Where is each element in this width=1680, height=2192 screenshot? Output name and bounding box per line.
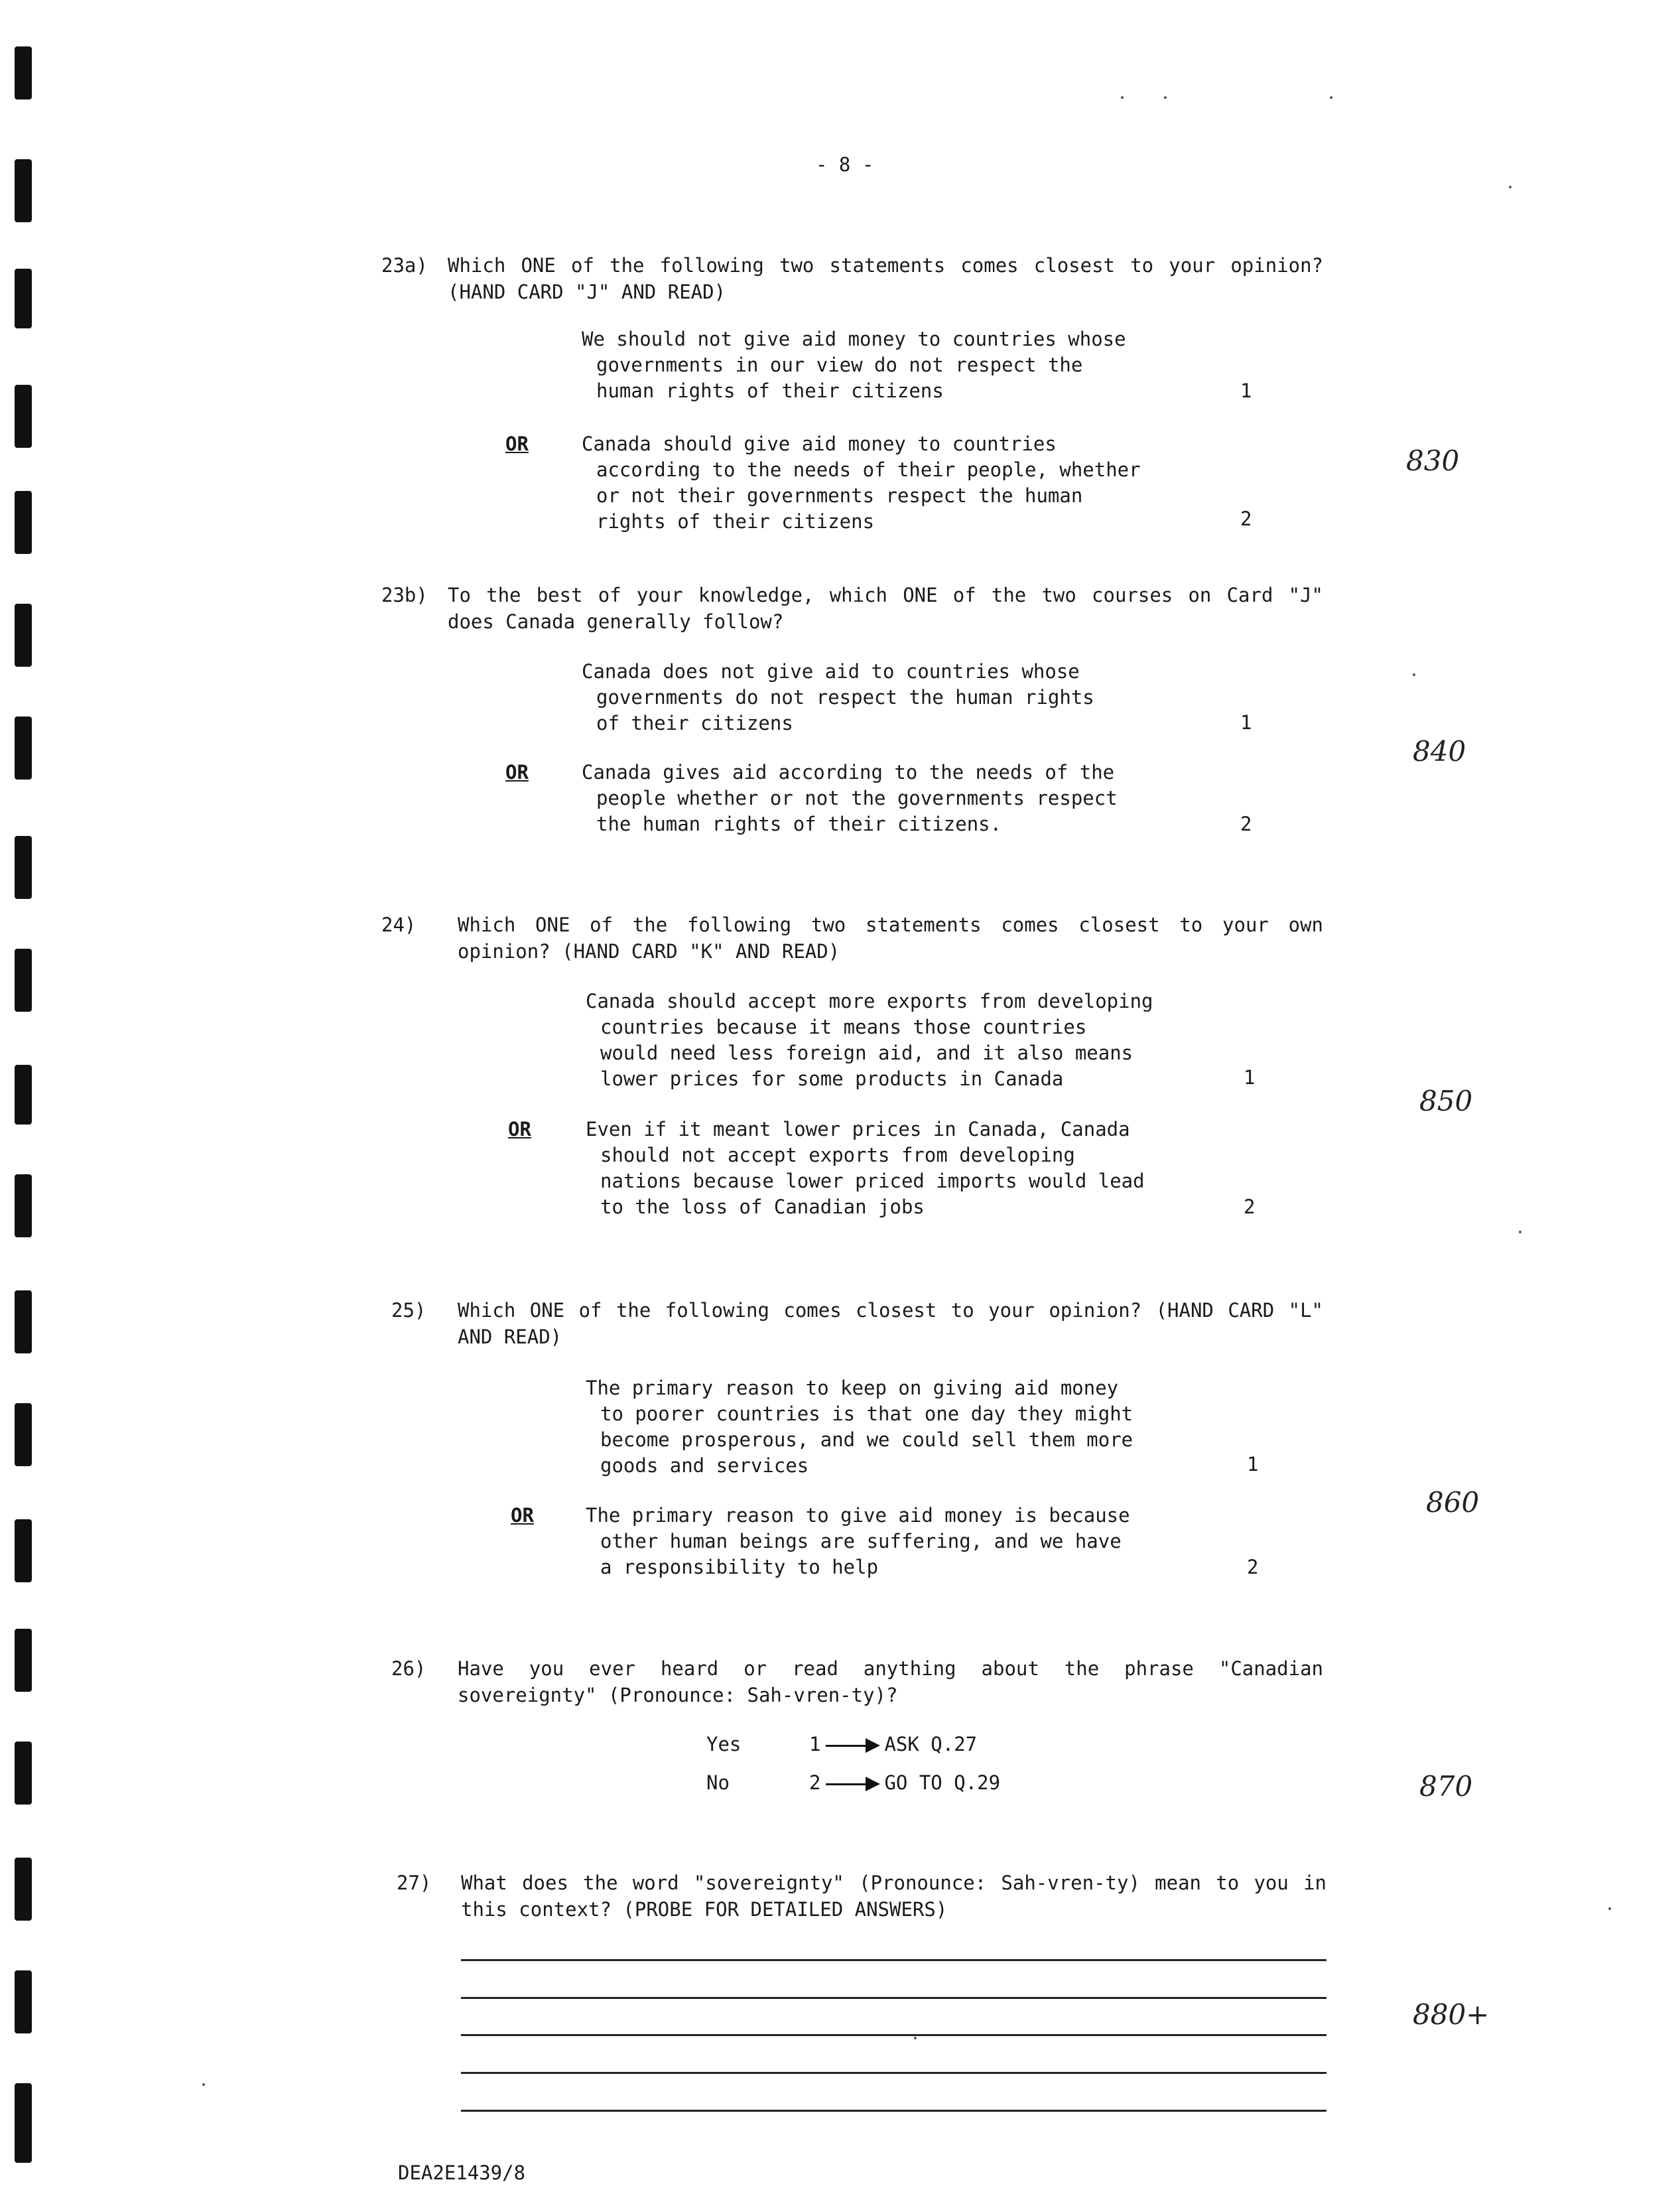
question-number: 27) [397,1872,432,1894]
scan-speck [1509,186,1512,188]
margin-coding-number: 860 [1426,1486,1480,1519]
option-line: The primary reason to give aid money is because [586,1504,1130,1527]
no-label: No [706,1771,730,1794]
skip-action: ASK Q.27 [884,1733,978,1755]
footer-document-code: DEA2E1439/8 [398,2161,526,2184]
question-text: Have you ever heard or read anything about the phrase "Canadian sovereignty" (Pronounce: Sah-vren-ty)? [458,1657,1323,1706]
question-number: 23a) [381,254,428,277]
binder-mark [15,2083,32,2163]
binder-mark [15,46,32,100]
response-code: 1 [809,1733,821,1755]
answer-option [586,1503,1130,1580]
scan-speck [1121,96,1124,99]
option-line: governments in our view do not respect the [596,354,1083,376]
option-line: other human beings are suffering, and we have [600,1530,1122,1552]
option-line: of their citizens [596,712,793,734]
arrow-right-icon [866,1738,880,1753]
question-text: To the best of your knowledge, which ONE of the two courses on Card "J" does Canada generally follow? [448,584,1323,633]
option-line: rights of their citizens [596,510,875,533]
option-line: to poorer countries is that one day they might [600,1403,1133,1425]
option-line: Even if it meant lower prices in Canada, Canada [586,1118,1130,1140]
answer-option [586,1117,1145,1220]
option-line: to the loss of Canadian jobs [600,1196,925,1218]
skip-action: GO TO Q.29 [884,1771,1001,1794]
binder-mark [15,1858,32,1921]
yes-label: Yes [706,1733,742,1755]
or-label: OR [505,761,529,784]
option-line: We should not give aid money to countries whose [582,328,1126,350]
skip-instruction-no [809,1770,1000,1796]
binder-mark [15,604,32,667]
binder-mark [15,1519,32,1582]
option-line: according to the needs of their people, whether [596,458,1141,481]
binder-mark [15,1629,32,1692]
margin-coding-number: 850 [1419,1085,1473,1117]
margin-coding-number: 840 [1413,735,1466,768]
arrow-right-icon [866,1777,880,1791]
binder-mark [15,949,32,1012]
option-line: nations because lower priced imports would lead [600,1170,1145,1192]
binder-mark [15,385,32,448]
option-line: or not their governments respect the human [596,484,1083,507]
scan-speck [202,2083,205,2086]
option-line: would need less foreign aid, and it also means [600,1042,1133,1064]
arrow-line [826,1745,866,1747]
option-line: the human rights of their citizens. [596,813,1002,835]
question-text: Which ONE of the following comes closest to your opinion? (HAND CARD "L" AND READ) [458,1299,1323,1348]
binder-mark [15,836,32,899]
option-line: lower prices for some products in Canada [600,1067,1064,1090]
or-label: OR [511,1504,534,1527]
scan-speck [1519,1231,1521,1233]
binder-mark [15,1970,32,2033]
answer-option [582,431,1141,535]
binder-mark [15,159,32,222]
or-label: OR [505,433,529,455]
question-number: 26) [391,1657,426,1680]
option-line: human rights of their citizens [596,379,944,402]
response-code: 2 [1247,1556,1259,1578]
margin-coding-number: 830 [1406,445,1460,477]
scan-speck [1164,96,1167,99]
question-text: Which ONE of the following two statements comes closest to your opinion? (HAND CARD "J" AND READ) [448,254,1323,303]
option-line: Canada does not give aid to countries whose [582,660,1080,683]
scan-speck [1330,96,1332,99]
scan-speck [1608,1907,1611,1910]
answer-option [582,760,1118,837]
response-code: 1 [1240,711,1252,734]
margin-coding-number: 880+ [1413,1998,1490,2031]
question-number: 25) [391,1299,426,1322]
option-line: goods and services [600,1454,809,1477]
option-line: governments do not respect the human rights [596,686,1094,709]
option-line: The primary reason to keep on giving aid money [586,1377,1119,1399]
binder-mark [15,491,32,554]
option-line: Canada gives aid according to the needs of the [582,761,1115,784]
option-line: should not accept exports from developing [600,1144,1075,1166]
answer-line [461,1997,1326,1999]
question-text: Which ONE of the following two statements comes closest to your own opinion? (HAND CARD "K" AND READ) [458,914,1323,963]
question-number: 23b) [381,584,428,606]
option-line: Canada should give aid money to countries [582,433,1057,455]
arrow-line [826,1783,866,1785]
answer-line [461,2034,1326,2036]
option-line: countries because it means those countries [600,1016,1087,1038]
margin-coding-number: 870 [1419,1770,1473,1803]
page-number: - 8 - [816,153,874,176]
binder-mark [15,1290,32,1353]
answer-option [586,1375,1133,1479]
option-line: become prosperous, and we could sell them more [600,1428,1133,1451]
or-label: OR [508,1118,531,1140]
binder-mark [15,269,32,328]
binder-mark [15,1065,32,1125]
response-code: 1 [1244,1066,1256,1089]
question-number: 24) [381,914,417,936]
answer-option [582,326,1126,404]
scan-speck [914,2037,917,2039]
option-line: people whether or not the governments respect [596,787,1118,809]
answer-option [582,659,1094,736]
option-line: a responsibility to help [600,1556,879,1578]
response-code: 1 [1247,1453,1259,1475]
response-code: 2 [1240,813,1252,835]
question-text: What does the word "sovereignty" (Pronounce: Sah-vren-ty) mean to you in this context? (PROBE FOR DETAILED ANSWERS) [461,1872,1326,1921]
answer-line [461,2072,1326,2074]
binder-mark [15,1174,32,1237]
response-code: 2 [1244,1196,1256,1218]
binder-mark [15,1403,32,1466]
answer-line [461,2110,1326,2112]
option-line: Canada should accept more exports from developing [586,990,1153,1012]
scan-speck [1413,673,1415,676]
binder-mark [15,1742,32,1805]
answer-option [586,989,1153,1092]
response-code: 2 [809,1771,821,1794]
answer-line [461,1959,1326,1961]
skip-instruction-yes [809,1732,977,1757]
response-code: 2 [1240,508,1252,530]
response-code: 1 [1240,379,1252,402]
binder-mark [15,717,32,780]
